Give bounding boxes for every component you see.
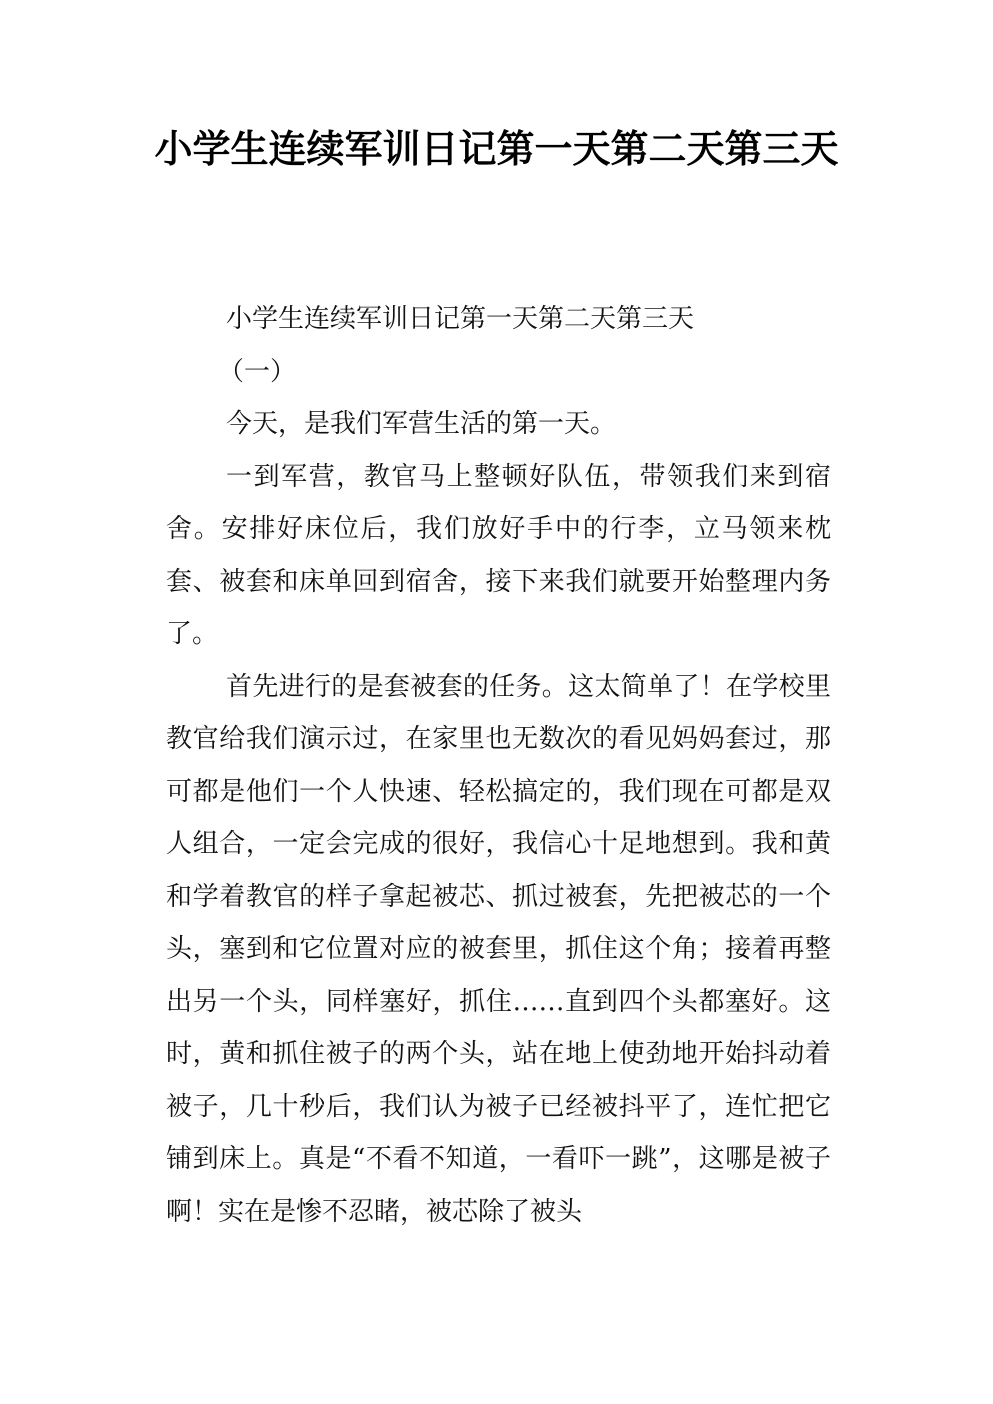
document-body bbox=[166, 293, 831, 1238]
section-marker: （一） bbox=[218, 356, 297, 387]
body-paragraph: 首先进行的是套被套的任务。这太简单了！在学校里教官给我们演示过，在家里也无数次的看见妈妈套过，那可都是他们一个人快速、轻松搞定的，我们现在可都是双人组合，一定会完成的很好，我信心十足地想到。我和黄和学着教官的样子拿起被芯、抓过被套，先把被芯的一个头，塞到和它位置对应的被套里，抓住这个角；接着再整出另一个头，同样塞好，抓住……直到四个头都塞好。这时，黄和抓住被子的两个头，站在地上使劲地开始抖动着被子，几十秒后，我们认为被子已经被抖平了，连忙把它铺到床上。真是“不看不知道，一看吓一跳”，这哪是被子啊！实在是惨不忍睹，被芯除了被头 bbox=[166, 671, 831, 1227]
document-title: 小学生连续军训日记第一天第二天第三天 bbox=[154, 127, 839, 171]
body-paragraph: 一到军营，教官马上整顿好队伍，带领我们来到宿舍。安排好床位后，我们放好手中的行李，立马领来枕套、被套和床单回到宿舍，接下来我们就要开始整理内务了。 bbox=[166, 461, 831, 649]
subtitle-paragraph: 小学生连续军训日记第一天第二天第三天 bbox=[226, 304, 695, 334]
body-paragraph: 今天，是我们军营生活的第一天。 bbox=[226, 409, 617, 439]
